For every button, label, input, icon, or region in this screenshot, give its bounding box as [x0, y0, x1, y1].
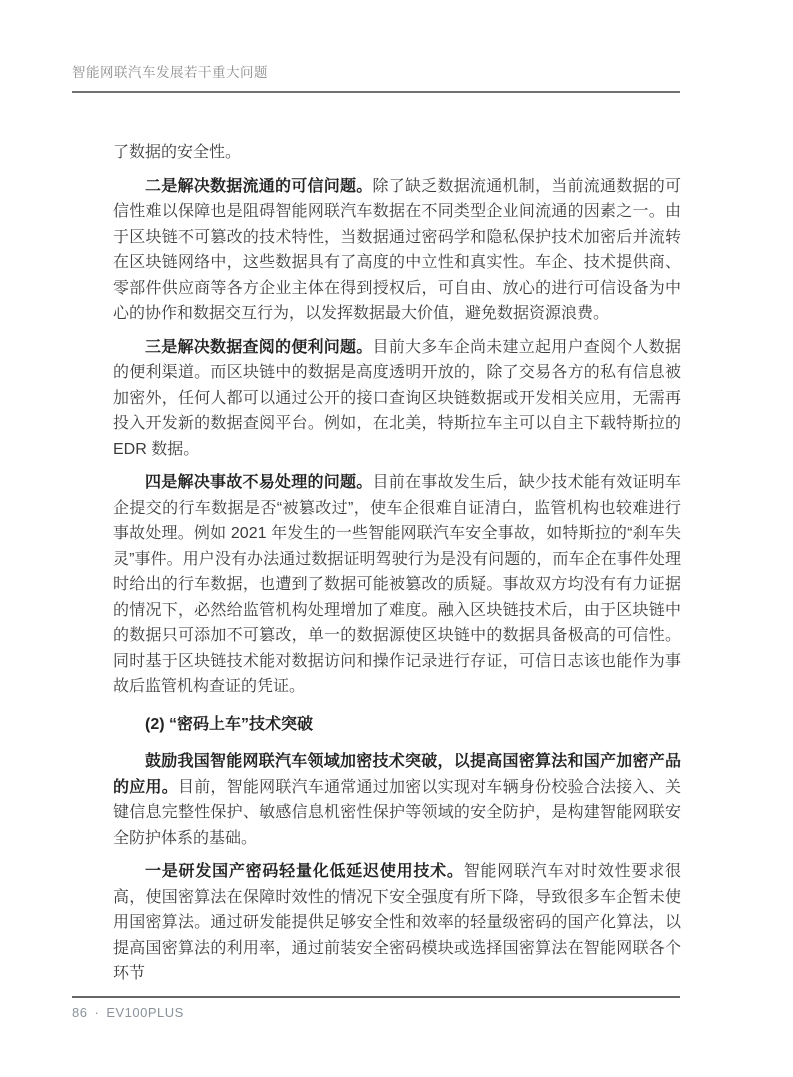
paragraph-lead: 鼓励我国智能网联汽车领域加密技术突破，以提高国密算法和国产加密产品的应用。: [113, 753, 681, 796]
footer-brand: EV100PLUS: [106, 1005, 184, 1020]
body-paragraph: [113, 174, 681, 327]
body-paragraph-continuation: [113, 140, 681, 166]
paragraph-text: 了数据的安全性。: [113, 144, 242, 161]
body-paragraph: [113, 749, 681, 851]
paragraph-text: 目前在事故发生后，缺少技术能有效证明车企提交的行车数据是否“被篡改过”，使车企很难自证清白，监管机构也较难进行事故处理。例如 2021 年发生的一些智能网联汽车安全事故，如特斯拉的“刹车失灵”事件。用户没有办法通过数据证明驾驶行为是没有问题的，而车企在事件处理时给出的行车数据，也遭到了数据可能被篡改的质疑。事故双方均没有有力证据的情况下，必然给监管机构处理增加了难度。融入区块链技术后，由于区块链中的数据只可添加不可篡改，单一的数据源使区块链中的数据具备极高的可信性。同时基于区块链技术能对数据访问和操作记录进行存证，可信日志该也能作为事故后监管机构查证的凭证。: [113, 474, 681, 695]
header-rule: [72, 91, 680, 93]
paragraph-lead: 三是解决数据查阅的便利问题。: [145, 338, 373, 356]
paragraph-text: 目前，智能网联汽车通常通过加密以实现对车辆身份校验合法接入、关键信息完整性保护、敏感信息机密性保护等领域的安全防护，是构建智能网联安全防护体系的基础。: [113, 778, 681, 847]
paragraph-lead: 一是研发国产密码轻量化低延迟使用技术。: [145, 863, 464, 880]
body-paragraph: [113, 470, 681, 700]
footer-rule: [72, 996, 680, 998]
running-header-title: 智能网联汽车发展若干重大问题: [72, 65, 268, 80]
footer-separator: ·: [94, 1005, 100, 1020]
paragraph-text: 除了缺乏数据流通机制，当前流通数据的可信性难以保障也是阻碍智能网联汽车数据在不同类型企业间流通的因素之一。由于区块链不可篡改的技术特性，当数据通过密码学和隐私保护技术加密后并流转在区块链网络中，这些数据具有了高度的中立性和真实性。车企、技术提供商、零部件供应商等各方企业主体在得到授权后，可自由、放心的进行可信设备为中心的协作和数据交互行为，以发挥数据最大价值，避免数据资源浪费。: [113, 177, 681, 322]
paragraph-lead: 二是解决数据流通的可信问题。: [145, 177, 373, 195]
page-number: 86: [72, 1005, 88, 1020]
paragraph-text: 目前大多车企尚未建立起用户查阅个人数据的便利渠道。而区块链中的数据是高度透明开放的，除了交易各方的私有信息被加密外，任何人都可以通过公开的接口查询区块链数据或开发相关应用，无需再投入开发新的数据查阅平台。例如，在北美，特斯拉车主可以自主下载特斯拉的 EDR 数据。: [113, 338, 681, 458]
body-paragraph: [113, 859, 681, 987]
section-subheading: (2) “密码上车”技术突破: [145, 715, 314, 733]
body-paragraph: [113, 335, 681, 463]
paragraph-text: 智能网联汽车对时效性要求很高，使国密算法在保障时效性的情况下安全强度有所下降，导致很多车企暂未使用国密算法。通过研发能提供足够安全性和效率的轻量级密码的国产化算法，以提高国密算法的利用率，通过前装安全密码模块或选择国密算法在智能网联各个环节: [113, 863, 681, 982]
page-content: [113, 140, 681, 995]
paragraph-lead: 四是解决事故不易处理的问题。: [145, 474, 373, 491]
page-footer: [72, 1005, 184, 1020]
